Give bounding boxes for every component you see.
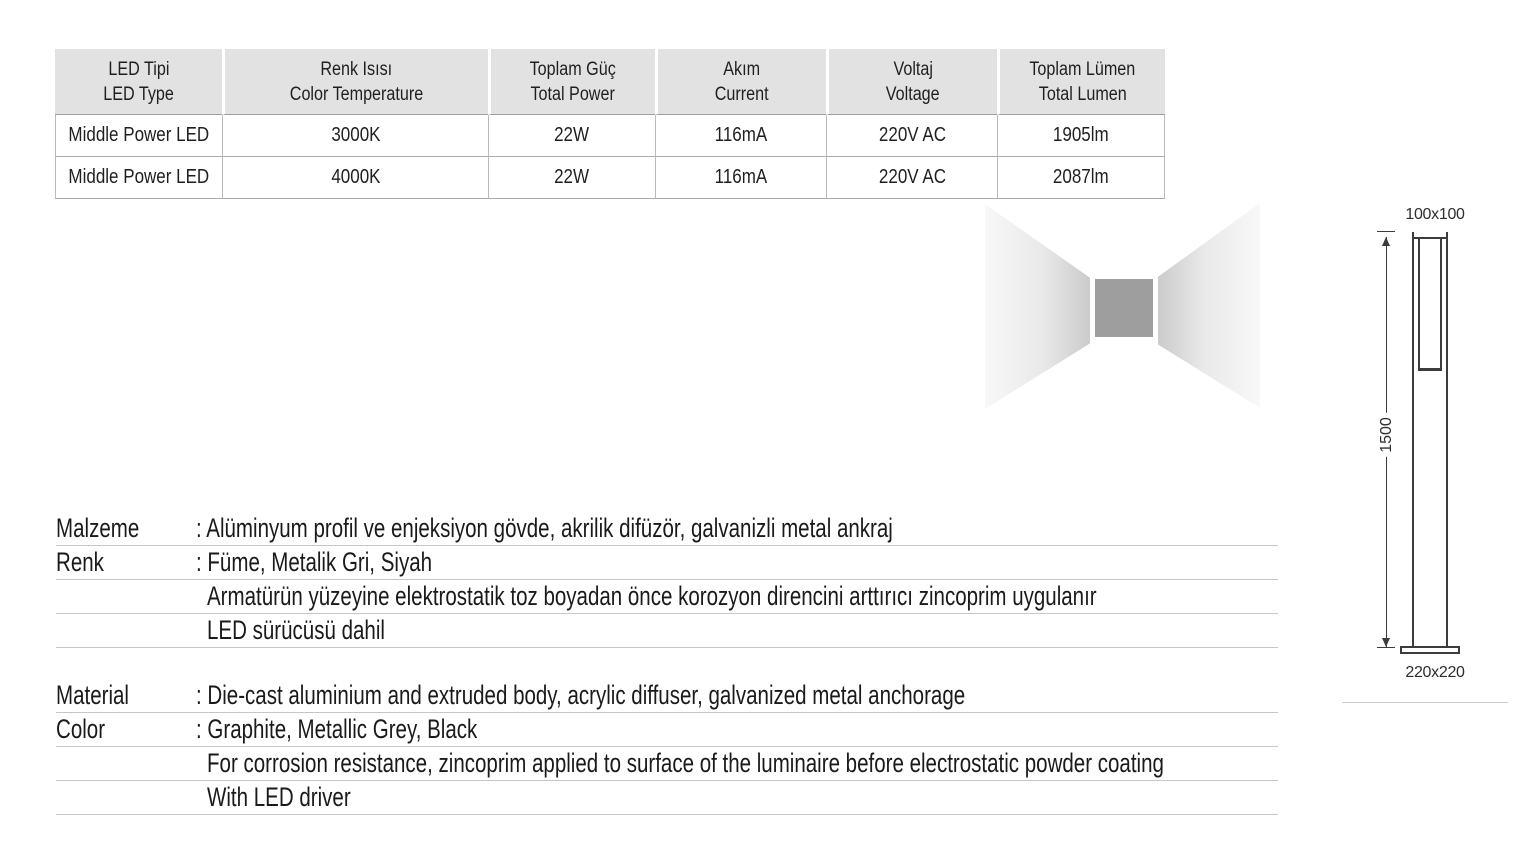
spec-value: : Alüminyum profil ve enjeksiyon gövde, akrilik difüzör, galvanizli metal ankraj <box>196 513 893 543</box>
cell-total-lumen: 2087lm <box>997 157 1165 199</box>
col-header-total-lumen: Toplam Lümen Total Lumen <box>997 49 1165 115</box>
technical-drawing <box>1340 200 1530 710</box>
cell-current: 116mA <box>655 115 826 157</box>
spec-label <box>56 580 196 613</box>
cell-total-power: 22W <box>488 115 655 157</box>
light-beam-right <box>1158 203 1260 408</box>
luminaire-top-view-square <box>1095 279 1153 337</box>
spec-value: For corrosion resistance, zincoprim applied to surface of the luminaire before electrostatic powder coating <box>207 748 1164 778</box>
dimension-arrow-down-icon <box>1382 638 1390 647</box>
specs-turkish <box>56 512 1278 648</box>
spec-row-renk <box>56 546 1278 580</box>
spec-row-malzeme <box>56 512 1278 546</box>
table-row <box>55 157 1165 199</box>
spec-label <box>56 747 196 780</box>
spec-label <box>56 614 196 647</box>
spec-row-zincoprim-tr <box>56 580 1278 614</box>
spec-row-color <box>56 713 1278 747</box>
spec-row-zincoprim-en <box>56 747 1278 781</box>
col-header-total-power: Toplam Güç Total Power <box>488 49 655 115</box>
spec-label: Renk <box>56 547 104 577</box>
col-header-voltage: Voltaj Voltage <box>826 49 997 115</box>
cell-led-type: Middle Power LED <box>55 157 222 199</box>
spec-value: : Füme, Metalik Gri, Siyah <box>196 547 433 577</box>
spec-row-led-driver-tr <box>56 614 1278 648</box>
light-distribution-illustration <box>985 203 1262 409</box>
cell-voltage: 220V AC <box>826 115 997 157</box>
pole-outline-right <box>1446 232 1448 646</box>
spec-value: Armatürün yüzeyine elektrostatik toz boyadan önce korozyon direncini arttırıcı zincoprim uygulanır <box>207 581 1097 611</box>
anchor-base-plate <box>1400 646 1460 654</box>
cell-color-temperature: 4000K <box>222 157 488 199</box>
spec-label: Material <box>56 680 129 710</box>
spec-value: : Die-cast aluminium and extruded body, acrylic diffuser, galvanized metal anchorage <box>196 680 966 710</box>
diffuser-window-bottom <box>1418 368 1442 371</box>
spec-value: LED sürücüsü dahil <box>207 615 385 645</box>
cell-color-temperature: 3000K <box>222 115 488 157</box>
cell-total-power: 22W <box>488 157 655 199</box>
col-header-current: Akım Current <box>655 49 826 115</box>
dimension-tick-bottom <box>1377 647 1395 648</box>
dimension-base-label: 220x220 <box>1405 664 1465 681</box>
led-spec-table <box>55 49 1165 199</box>
diffuser-window-left <box>1418 237 1420 371</box>
table-row <box>55 115 1165 157</box>
spec-label: Color <box>56 714 106 744</box>
spec-row-material <box>56 679 1278 713</box>
dimension-tick-top <box>1377 231 1395 232</box>
spec-value: With LED driver <box>207 782 351 812</box>
drawing-separator-line <box>1342 702 1508 703</box>
spec-value: : Graphite, Metallic Grey, Black <box>196 714 478 744</box>
pole-outline-left <box>1412 232 1414 646</box>
table-header-row <box>55 49 1165 115</box>
cell-current: 116mA <box>655 157 826 199</box>
cell-total-lumen: 1905lm <box>997 115 1165 157</box>
spec-label <box>56 781 196 814</box>
cell-voltage: 220V AC <box>826 157 997 199</box>
diffuser-window-right <box>1440 237 1442 371</box>
col-header-led-type: LED Tipi LED Type <box>55 49 222 115</box>
dimension-width-label: 100x100 <box>1405 206 1465 223</box>
col-header-color-temperature: Renk Isısı Color Temperature <box>222 49 488 115</box>
spec-label: Malzeme <box>56 513 140 543</box>
light-beam-left <box>985 204 1090 409</box>
cell-led-type: Middle Power LED <box>55 115 222 157</box>
specs-english <box>56 679 1278 815</box>
dimension-arrow-up-icon <box>1382 237 1390 246</box>
dimension-height-label: 1500 <box>1378 413 1396 457</box>
spec-row-led-driver-en <box>56 781 1278 815</box>
